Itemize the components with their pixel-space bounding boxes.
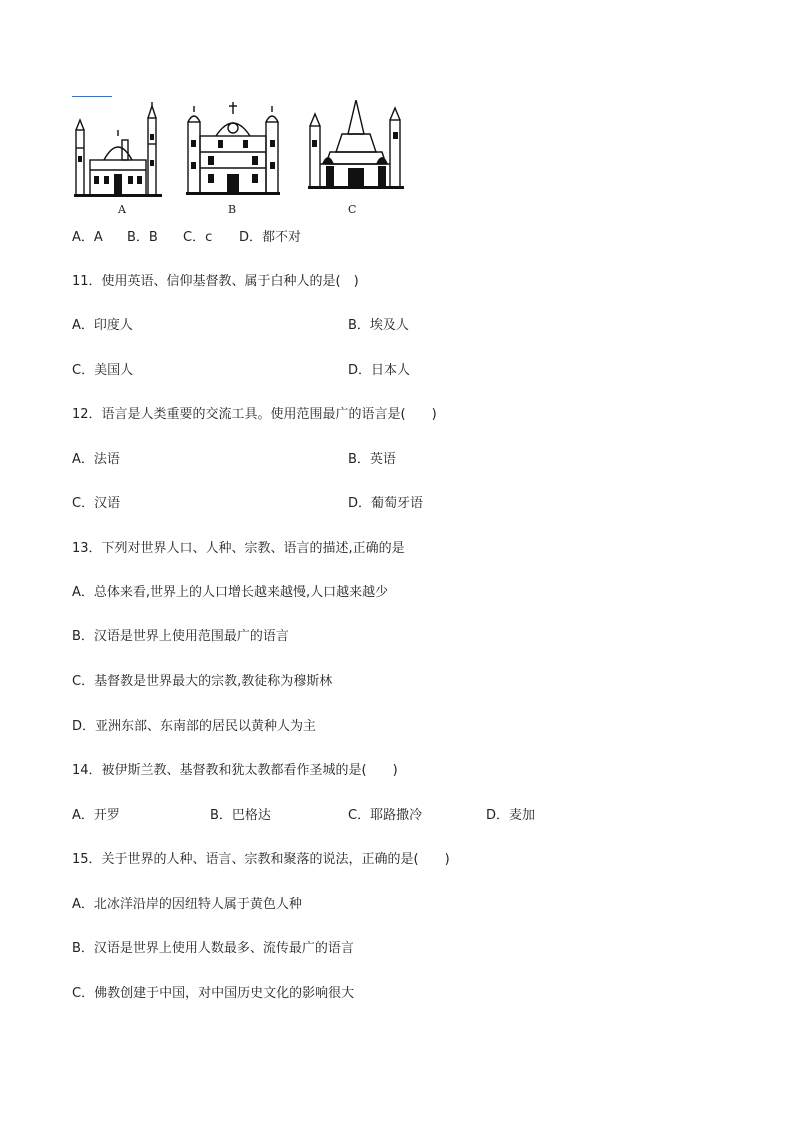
- q10-option-b[interactable]: B．B: [127, 230, 158, 245]
- q12-option-b[interactable]: B．英语: [348, 452, 396, 467]
- q11-option-d[interactable]: D．日本人: [348, 363, 411, 378]
- q13-option-c[interactable]: C．基督教是世界最大的宗教,教徒称为穆斯林: [72, 674, 333, 689]
- mosque-building-image: [70, 100, 166, 200]
- q11-option-c[interactable]: C．美国人: [72, 363, 134, 378]
- q12-option-d[interactable]: D．葡萄牙语: [348, 496, 424, 511]
- q14-option-a[interactable]: A．开罗: [72, 808, 120, 823]
- q10-option-d[interactable]: D．都不对: [239, 230, 302, 245]
- q15-option-a[interactable]: A．北冰洋沿岸的因纽特人属于黄色人种: [72, 897, 302, 912]
- figure-label-a: A: [118, 203, 126, 216]
- question-11-stem: 11．使用英语、信仰基督教、属于白种人的是( ): [72, 274, 359, 289]
- q11-option-b[interactable]: B．埃及人: [348, 318, 409, 333]
- q12-option-a[interactable]: A．法语: [72, 452, 120, 467]
- q15-option-c[interactable]: C．佛教创建于中国，对中国历史文化的影响很大: [72, 986, 355, 1001]
- q15-option-b[interactable]: B．汉语是世界上使用人数最多、流传最广的语言: [72, 941, 354, 956]
- question-15-stem: 15．关于世界的人种、语言、宗教和聚落的说法，正确的是( ): [72, 852, 450, 867]
- question-14-stem: 14．被伊斯兰教、基督教和犹太教都看作圣城的是( ): [72, 763, 398, 778]
- q13-option-d[interactable]: D．亚洲东部、东南部的居民以黄种人为主: [72, 719, 317, 734]
- q10-option-a[interactable]: A．A: [72, 230, 103, 245]
- question-12-stem: 12．语言是人类重要的交流工具。使用范围最广的语言是( ): [72, 407, 437, 422]
- figure-label-b: B: [228, 203, 237, 216]
- q10-option-c[interactable]: C．c: [183, 230, 213, 245]
- church-building-image: [184, 100, 282, 198]
- q13-option-a[interactable]: A．总体来看,世界上的人口增长越来越慢,人口越来越少: [72, 585, 389, 600]
- top-link-underline: [72, 96, 112, 97]
- question-13-stem: 13．下列对世界人口、人种、宗教、语言的描述,正确的是: [72, 541, 405, 556]
- pagoda-temple-image: [308, 100, 404, 192]
- q11-option-a[interactable]: A．印度人: [72, 318, 133, 333]
- q13-option-b[interactable]: B．汉语是世界上使用范围最广的语言: [72, 629, 289, 644]
- q12-option-c[interactable]: C．汉语: [72, 496, 121, 511]
- figure-label-c: C: [348, 203, 357, 216]
- q14-option-b[interactable]: B．巴格达: [210, 808, 271, 823]
- q14-option-d[interactable]: D．麦加: [486, 808, 536, 823]
- q14-option-c[interactable]: C．耶路撒冷: [348, 808, 423, 823]
